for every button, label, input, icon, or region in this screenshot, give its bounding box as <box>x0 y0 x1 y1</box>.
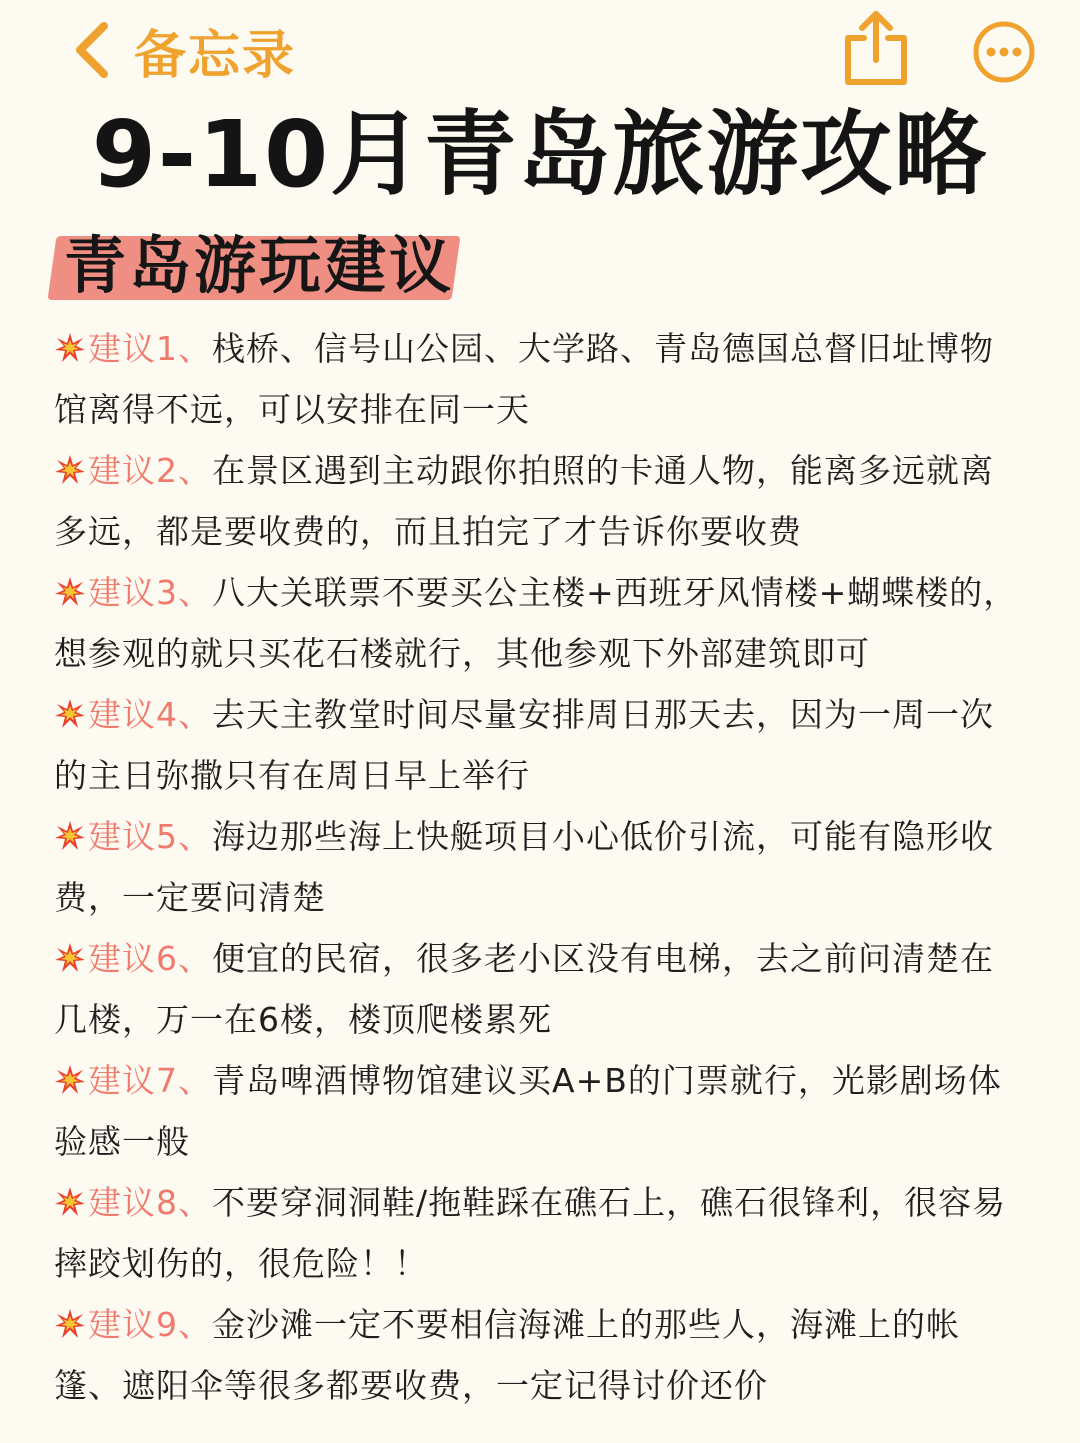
collision-star-icon <box>54 1308 86 1340</box>
list-item <box>54 440 1026 562</box>
section-heading-label: 青岛游玩建议 <box>64 229 455 302</box>
tip-text: 便宜的民宿，很多老小区没有电梯，去之前问清楚在几楼，万一在6楼，楼顶爬楼累死 <box>54 939 994 1039</box>
more-icon <box>972 20 1036 84</box>
list-item <box>54 1050 1026 1172</box>
collision-star-icon <box>54 332 86 364</box>
nav-bar <box>0 0 1080 100</box>
collision-star-icon <box>54 454 86 486</box>
tip-text: 栈桥、信号山公园、大学路、青岛德国总督旧址博物馆离得不远，可以安排在同一天 <box>54 329 994 429</box>
tip-text: 青岛啤酒博物馆建议买A+B的门票就行，光影剧场体验感一般 <box>54 1061 1002 1161</box>
note-title: 9-10月青岛旅游攻略 <box>91 101 989 208</box>
tip-tag: 建议8、 <box>88 1183 212 1222</box>
collision-star-icon <box>54 820 86 852</box>
section-heading <box>56 228 454 304</box>
list-item <box>54 562 1026 684</box>
chevron-left-icon <box>72 20 112 80</box>
tip-text: 不要穿洞洞鞋/拖鞋踩在礁石上，礁石很锋利，很容易摔跤划伤的，很危险！！ <box>54 1183 1007 1283</box>
tip-tag: 建议9、 <box>88 1305 212 1344</box>
collision-star-icon <box>54 1186 86 1218</box>
collision-star-icon <box>54 1064 86 1096</box>
list-item <box>54 1294 1026 1416</box>
more-button[interactable] <box>972 20 1036 84</box>
list-item <box>54 684 1026 806</box>
share-icon <box>836 8 916 88</box>
tip-text: 海边那些海上快艇项目小心低价引流，可能有隐形收费，一定要问清楚 <box>54 817 994 917</box>
list-item <box>54 318 1026 440</box>
tip-tag: 建议4、 <box>88 695 212 734</box>
tip-tag: 建议2、 <box>88 451 212 490</box>
tip-text: 八大关联票不要买公主楼+西班牙风情楼+蝴蝶楼的，想参观的就只买花石楼就行，其他参观下外部建筑即可 <box>54 573 1018 673</box>
list-item <box>54 806 1026 928</box>
tip-text: 去天主教堂时间尽量安排周日那天去，因为一周一次的主日弥撒只有在周日早上举行 <box>54 695 994 795</box>
collision-star-icon <box>54 698 86 730</box>
share-button[interactable] <box>836 8 916 88</box>
tip-tag: 建议1、 <box>88 329 212 368</box>
tip-tag: 建议6、 <box>88 939 212 978</box>
list-item <box>54 928 1026 1050</box>
tips-list <box>54 318 1026 1416</box>
tip-tag: 建议5、 <box>88 817 212 856</box>
tip-tag: 建议3、 <box>88 573 212 612</box>
tip-tag: 建议7、 <box>88 1061 212 1100</box>
back-label: 备忘录 <box>134 25 297 86</box>
collision-star-icon <box>54 942 86 974</box>
list-item <box>54 1172 1026 1294</box>
tip-text: 在景区遇到主动跟你拍照的卡通人物，能离多远就离多远，都是要收费的，而且拍完了才告诉你要收费 <box>54 451 994 551</box>
back-button[interactable] <box>72 14 296 86</box>
collision-star-icon <box>54 576 86 608</box>
tip-text: 金沙滩一定不要相信海滩上的那些人，海滩上的帐篷、遮阳伞等很多都要收费，一定记得讨价还价 <box>54 1305 960 1405</box>
